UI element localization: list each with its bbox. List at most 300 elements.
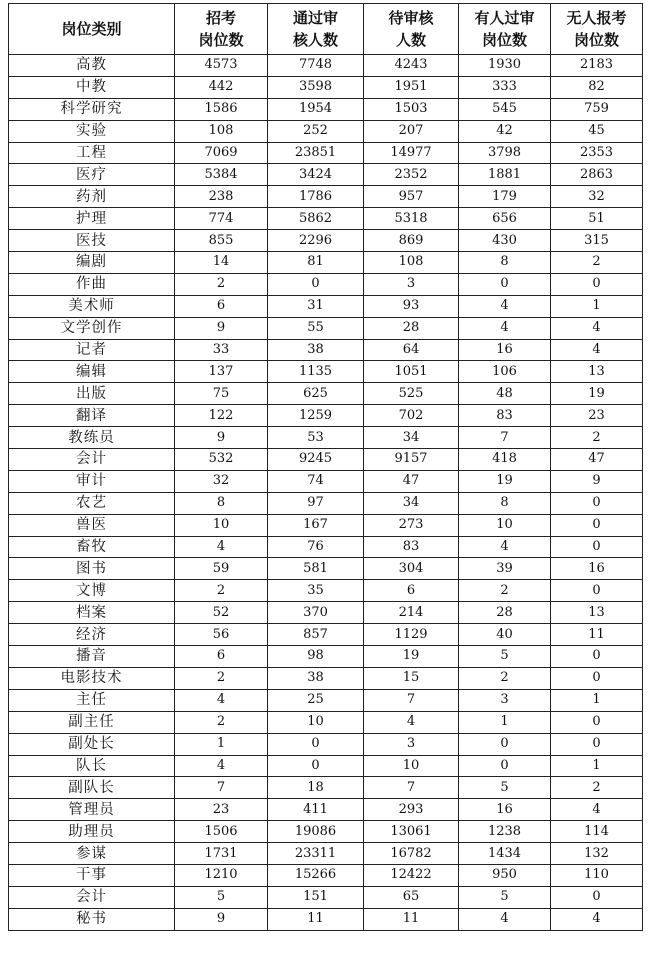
positions-no-applicants-cell: 4 <box>551 339 643 361</box>
category-cell: 参谋 <box>9 843 175 865</box>
approved-cell: 35 <box>268 580 364 602</box>
header-pending <box>364 4 459 55</box>
pending-cell: 304 <box>364 558 459 580</box>
table-row <box>9 55 643 77</box>
pending-cell: 5318 <box>364 208 459 230</box>
column-header-line: 岗位数 <box>198 31 244 49</box>
pending-cell: 28 <box>364 317 459 339</box>
positions-with-approved-cell: 39 <box>459 558 551 580</box>
table-row <box>9 98 643 120</box>
pending-cell: 1503 <box>364 98 459 120</box>
positions-no-applicants-cell: 4 <box>551 799 643 821</box>
pending-cell: 47 <box>364 470 459 492</box>
positions-with-approved-cell: 656 <box>459 208 551 230</box>
category-cell: 医技 <box>9 230 175 252</box>
positions-with-approved-cell: 4 <box>459 295 551 317</box>
approved-cell: 74 <box>268 470 364 492</box>
approved-cell: 5862 <box>268 208 364 230</box>
positions-no-applicants-cell: 16 <box>551 558 643 580</box>
column-header-line: 待审核 <box>388 9 434 27</box>
positions-no-applicants-cell: 0 <box>551 733 643 755</box>
positions-cell: 7069 <box>175 142 268 164</box>
positions-cell: 137 <box>175 361 268 383</box>
column-header-line: 通过审 <box>292 9 338 27</box>
header-positions-no-applicants <box>551 4 643 55</box>
category-cell: 作曲 <box>9 273 175 295</box>
positions-no-applicants-cell: 45 <box>551 120 643 142</box>
pending-cell: 2352 <box>364 164 459 186</box>
positions-with-approved-cell: 16 <box>459 339 551 361</box>
positions-no-applicants-cell: 0 <box>551 536 643 558</box>
table-row <box>9 908 643 930</box>
positions-cell: 9 <box>175 317 268 339</box>
category-cell: 会计 <box>9 449 175 471</box>
pending-cell: 6 <box>364 580 459 602</box>
positions-with-approved-cell: 5 <box>459 886 551 908</box>
approved-cell: 167 <box>268 514 364 536</box>
pending-cell: 207 <box>364 120 459 142</box>
positions-with-approved-cell: 545 <box>459 98 551 120</box>
table-row <box>9 427 643 449</box>
positions-cell: 4 <box>175 536 268 558</box>
approved-cell: 19086 <box>268 821 364 843</box>
header-positions-with-approved <box>459 4 551 55</box>
positions-cell: 2 <box>175 667 268 689</box>
positions-with-approved-cell: 5 <box>459 646 551 668</box>
category-cell: 农艺 <box>9 492 175 514</box>
positions-with-approved-cell: 1881 <box>459 164 551 186</box>
positions-no-applicants-cell: 1 <box>551 295 643 317</box>
positions-no-applicants-cell: 51 <box>551 208 643 230</box>
approved-cell: 0 <box>268 733 364 755</box>
pending-cell: 19 <box>364 646 459 668</box>
positions-no-applicants-cell: 2183 <box>551 55 643 77</box>
positions-with-approved-cell: 950 <box>459 864 551 886</box>
positions-with-approved-cell: 83 <box>459 405 551 427</box>
pending-cell: 3 <box>364 733 459 755</box>
positions-with-approved-cell: 4 <box>459 536 551 558</box>
pending-cell: 13061 <box>364 821 459 843</box>
column-header-line: 招考 <box>205 9 236 27</box>
positions-with-approved-cell: 1434 <box>459 843 551 865</box>
approved-cell: 98 <box>268 646 364 668</box>
table-row <box>9 646 643 668</box>
column-header-line: 有人过审 <box>474 9 535 27</box>
category-cell: 文博 <box>9 580 175 602</box>
table-row <box>9 558 643 580</box>
positions-no-applicants-cell: 11 <box>551 624 643 646</box>
pending-cell: 108 <box>364 252 459 274</box>
positions-with-approved-cell: 0 <box>459 733 551 755</box>
category-cell: 副主任 <box>9 711 175 733</box>
pending-cell: 957 <box>364 186 459 208</box>
category-cell: 秘书 <box>9 908 175 930</box>
table-header-row <box>9 4 643 55</box>
pending-cell: 15 <box>364 667 459 689</box>
pending-cell: 702 <box>364 405 459 427</box>
positions-cell: 10 <box>175 514 268 536</box>
approved-cell: 18 <box>268 777 364 799</box>
pending-cell: 65 <box>364 886 459 908</box>
table-row <box>9 733 643 755</box>
positions-cell: 2 <box>175 273 268 295</box>
category-cell: 翻译 <box>9 405 175 427</box>
positions-no-applicants-cell: 2 <box>551 252 643 274</box>
positions-cell: 7 <box>175 777 268 799</box>
positions-cell: 9 <box>175 427 268 449</box>
category-cell: 图书 <box>9 558 175 580</box>
category-cell: 会计 <box>9 886 175 908</box>
approved-cell: 11 <box>268 908 364 930</box>
column-header-line: 岗位数 <box>481 31 527 49</box>
approved-cell: 31 <box>268 295 364 317</box>
pending-cell: 214 <box>364 602 459 624</box>
header-approved <box>268 4 364 55</box>
positions-no-applicants-cell: 0 <box>551 646 643 668</box>
positions-cell: 33 <box>175 339 268 361</box>
table-row <box>9 230 643 252</box>
positions-cell: 6 <box>175 295 268 317</box>
positions-no-applicants-cell: 0 <box>551 273 643 295</box>
approved-cell: 581 <box>268 558 364 580</box>
table-row <box>9 186 643 208</box>
category-cell: 播音 <box>9 646 175 668</box>
approved-cell: 3424 <box>268 164 364 186</box>
table-row <box>9 252 643 274</box>
pending-cell: 525 <box>364 383 459 405</box>
approved-cell: 10 <box>268 711 364 733</box>
category-cell: 记者 <box>9 339 175 361</box>
positions-cell: 75 <box>175 383 268 405</box>
positions-no-applicants-cell: 1 <box>551 755 643 777</box>
table-row <box>9 799 643 821</box>
approved-cell: 857 <box>268 624 364 646</box>
pending-cell: 83 <box>364 536 459 558</box>
table-row <box>9 689 643 711</box>
pending-cell: 9157 <box>364 449 459 471</box>
positions-no-applicants-cell: 4 <box>551 317 643 339</box>
positions-cell: 4 <box>175 689 268 711</box>
positions-cell: 1731 <box>175 843 268 865</box>
pending-cell: 93 <box>364 295 459 317</box>
approved-cell: 53 <box>268 427 364 449</box>
positions-cell: 9 <box>175 908 268 930</box>
positions-cell: 14 <box>175 252 268 274</box>
table-row <box>9 624 643 646</box>
approved-cell: 15266 <box>268 864 364 886</box>
positions-with-approved-cell: 1238 <box>459 821 551 843</box>
positions-with-approved-cell: 0 <box>459 755 551 777</box>
positions-no-applicants-cell: 4 <box>551 908 643 930</box>
table-row <box>9 295 643 317</box>
table-row <box>9 76 643 98</box>
positions-with-approved-cell: 4 <box>459 908 551 930</box>
positions-cell: 2 <box>175 711 268 733</box>
category-cell: 助理员 <box>9 821 175 843</box>
positions-with-approved-cell: 1 <box>459 711 551 733</box>
pending-cell: 64 <box>364 339 459 361</box>
table-row <box>9 383 643 405</box>
category-cell: 编剧 <box>9 252 175 274</box>
approved-cell: 1786 <box>268 186 364 208</box>
positions-no-applicants-cell: 47 <box>551 449 643 471</box>
positions-no-applicants-cell: 23 <box>551 405 643 427</box>
pending-cell: 16782 <box>364 843 459 865</box>
pending-cell: 1951 <box>364 76 459 98</box>
table-row <box>9 536 643 558</box>
positions-no-applicants-cell: 9 <box>551 470 643 492</box>
approved-cell: 2296 <box>268 230 364 252</box>
positions-with-approved-cell: 7 <box>459 427 551 449</box>
positions-with-approved-cell: 8 <box>459 252 551 274</box>
positions-no-applicants-cell: 32 <box>551 186 643 208</box>
positions-cell: 5384 <box>175 164 268 186</box>
positions-no-applicants-cell: 0 <box>551 711 643 733</box>
category-cell: 教练员 <box>9 427 175 449</box>
positions-no-applicants-cell: 0 <box>551 667 643 689</box>
category-cell: 副队长 <box>9 777 175 799</box>
positions-no-applicants-cell: 0 <box>551 492 643 514</box>
category-cell: 药剂 <box>9 186 175 208</box>
positions-cell: 59 <box>175 558 268 580</box>
positions-cell: 56 <box>175 624 268 646</box>
positions-cell: 5 <box>175 886 268 908</box>
category-cell: 审计 <box>9 470 175 492</box>
column-header-line: 人数 <box>395 31 426 49</box>
table-row <box>9 208 643 230</box>
pending-cell: 7 <box>364 777 459 799</box>
pending-cell: 3 <box>364 273 459 295</box>
category-cell: 副处长 <box>9 733 175 755</box>
approved-cell: 151 <box>268 886 364 908</box>
column-header-line: 岗位数 <box>573 31 619 49</box>
approved-cell: 55 <box>268 317 364 339</box>
table-row <box>9 164 643 186</box>
table-row <box>9 361 643 383</box>
approved-cell: 252 <box>268 120 364 142</box>
column-header-line: 核人数 <box>292 31 338 49</box>
table-row <box>9 317 643 339</box>
positions-cell: 855 <box>175 230 268 252</box>
positions-cell: 1506 <box>175 821 268 843</box>
approved-cell: 23851 <box>268 142 364 164</box>
category-cell: 经济 <box>9 624 175 646</box>
table-row <box>9 405 643 427</box>
positions-cell: 774 <box>175 208 268 230</box>
approved-cell: 1259 <box>268 405 364 427</box>
approved-cell: 25 <box>268 689 364 711</box>
approved-cell: 7748 <box>268 55 364 77</box>
category-cell: 医疗 <box>9 164 175 186</box>
table-row <box>9 755 643 777</box>
approved-cell: 625 <box>268 383 364 405</box>
positions-no-applicants-cell: 110 <box>551 864 643 886</box>
table-body <box>9 55 643 931</box>
category-cell: 畜牧 <box>9 536 175 558</box>
positions-no-applicants-cell: 1 <box>551 689 643 711</box>
positions-with-approved-cell: 430 <box>459 230 551 252</box>
positions-with-approved-cell: 4 <box>459 317 551 339</box>
pending-cell: 273 <box>364 514 459 536</box>
positions-cell: 238 <box>175 186 268 208</box>
positions-with-approved-cell: 48 <box>459 383 551 405</box>
table-row <box>9 711 643 733</box>
positions-cell: 1 <box>175 733 268 755</box>
pending-cell: 12422 <box>364 864 459 886</box>
positions-cell: 2 <box>175 580 268 602</box>
category-cell: 出版 <box>9 383 175 405</box>
approved-cell: 1954 <box>268 98 364 120</box>
table-row <box>9 514 643 536</box>
positions-with-approved-cell: 1930 <box>459 55 551 77</box>
approved-cell: 0 <box>268 755 364 777</box>
positions-with-approved-cell: 106 <box>459 361 551 383</box>
table-row <box>9 843 643 865</box>
pending-cell: 7 <box>364 689 459 711</box>
table-row <box>9 580 643 602</box>
category-cell: 管理员 <box>9 799 175 821</box>
header-positions <box>175 4 268 55</box>
table-row <box>9 273 643 295</box>
table-row <box>9 667 643 689</box>
category-cell: 护理 <box>9 208 175 230</box>
positions-no-applicants-cell: 0 <box>551 580 643 602</box>
positions-with-approved-cell: 3798 <box>459 142 551 164</box>
approved-cell: 38 <box>268 667 364 689</box>
table-row <box>9 120 643 142</box>
approved-cell: 411 <box>268 799 364 821</box>
positions-no-applicants-cell: 2353 <box>551 142 643 164</box>
pending-cell: 293 <box>364 799 459 821</box>
positions-cell: 23 <box>175 799 268 821</box>
positions-with-approved-cell: 40 <box>459 624 551 646</box>
category-cell: 文学创作 <box>9 317 175 339</box>
positions-with-approved-cell: 0 <box>459 273 551 295</box>
table-row <box>9 492 643 514</box>
category-cell: 干事 <box>9 864 175 886</box>
column-header-line: 岗位类别 <box>61 20 122 38</box>
positions-no-applicants-cell: 0 <box>551 886 643 908</box>
positions-cell: 1210 <box>175 864 268 886</box>
positions-no-applicants-cell: 315 <box>551 230 643 252</box>
positions-no-applicants-cell: 2 <box>551 777 643 799</box>
category-cell: 队长 <box>9 755 175 777</box>
recruitment-stats-table <box>8 3 643 931</box>
table-row <box>9 339 643 361</box>
table-row <box>9 142 643 164</box>
positions-no-applicants-cell: 2 <box>551 427 643 449</box>
positions-no-applicants-cell: 2863 <box>551 164 643 186</box>
positions-cell: 122 <box>175 405 268 427</box>
positions-cell: 52 <box>175 602 268 624</box>
category-cell: 科学研究 <box>9 98 175 120</box>
positions-with-approved-cell: 10 <box>459 514 551 536</box>
positions-no-applicants-cell: 82 <box>551 76 643 98</box>
pending-cell: 1129 <box>364 624 459 646</box>
positions-with-approved-cell: 2 <box>459 667 551 689</box>
category-cell: 中教 <box>9 76 175 98</box>
approved-cell: 0 <box>268 273 364 295</box>
table-row <box>9 886 643 908</box>
positions-cell: 4 <box>175 755 268 777</box>
positions-with-approved-cell: 16 <box>459 799 551 821</box>
pending-cell: 4243 <box>364 55 459 77</box>
category-cell: 高教 <box>9 55 175 77</box>
pending-cell: 10 <box>364 755 459 777</box>
positions-with-approved-cell: 3 <box>459 689 551 711</box>
positions-cell: 32 <box>175 470 268 492</box>
pending-cell: 14977 <box>364 142 459 164</box>
positions-cell: 442 <box>175 76 268 98</box>
positions-cell: 8 <box>175 492 268 514</box>
category-cell: 电影技术 <box>9 667 175 689</box>
category-cell: 兽医 <box>9 514 175 536</box>
positions-with-approved-cell: 418 <box>459 449 551 471</box>
approved-cell: 81 <box>268 252 364 274</box>
positions-with-approved-cell: 42 <box>459 120 551 142</box>
positions-no-applicants-cell: 114 <box>551 821 643 843</box>
table-row <box>9 602 643 624</box>
positions-with-approved-cell: 8 <box>459 492 551 514</box>
category-cell: 编辑 <box>9 361 175 383</box>
header-category <box>9 4 175 55</box>
positions-cell: 532 <box>175 449 268 471</box>
approved-cell: 38 <box>268 339 364 361</box>
positions-no-applicants-cell: 759 <box>551 98 643 120</box>
table-row <box>9 821 643 843</box>
approved-cell: 1135 <box>268 361 364 383</box>
approved-cell: 370 <box>268 602 364 624</box>
positions-with-approved-cell: 333 <box>459 76 551 98</box>
positions-no-applicants-cell: 0 <box>551 514 643 536</box>
approved-cell: 23311 <box>268 843 364 865</box>
table-row <box>9 470 643 492</box>
positions-with-approved-cell: 28 <box>459 602 551 624</box>
category-cell: 工程 <box>9 142 175 164</box>
approved-cell: 9245 <box>268 449 364 471</box>
category-cell: 实验 <box>9 120 175 142</box>
positions-cell: 1586 <box>175 98 268 120</box>
positions-cell: 108 <box>175 120 268 142</box>
table-row <box>9 777 643 799</box>
pending-cell: 34 <box>364 492 459 514</box>
positions-with-approved-cell: 19 <box>459 470 551 492</box>
positions-no-applicants-cell: 19 <box>551 383 643 405</box>
positions-no-applicants-cell: 13 <box>551 361 643 383</box>
positions-no-applicants-cell: 13 <box>551 602 643 624</box>
approved-cell: 76 <box>268 536 364 558</box>
category-cell: 档案 <box>9 602 175 624</box>
pending-cell: 11 <box>364 908 459 930</box>
category-cell: 美术师 <box>9 295 175 317</box>
pending-cell: 34 <box>364 427 459 449</box>
table-row <box>9 864 643 886</box>
positions-cell: 4573 <box>175 55 268 77</box>
column-header-line: 无人报考 <box>566 9 627 27</box>
pending-cell: 869 <box>364 230 459 252</box>
pending-cell: 4 <box>364 711 459 733</box>
pending-cell: 1051 <box>364 361 459 383</box>
table-row <box>9 449 643 471</box>
positions-with-approved-cell: 2 <box>459 580 551 602</box>
category-cell: 主任 <box>9 689 175 711</box>
approved-cell: 97 <box>268 492 364 514</box>
positions-cell: 6 <box>175 646 268 668</box>
positions-with-approved-cell: 5 <box>459 777 551 799</box>
positions-with-approved-cell: 179 <box>459 186 551 208</box>
approved-cell: 3598 <box>268 76 364 98</box>
positions-no-applicants-cell: 132 <box>551 843 643 865</box>
